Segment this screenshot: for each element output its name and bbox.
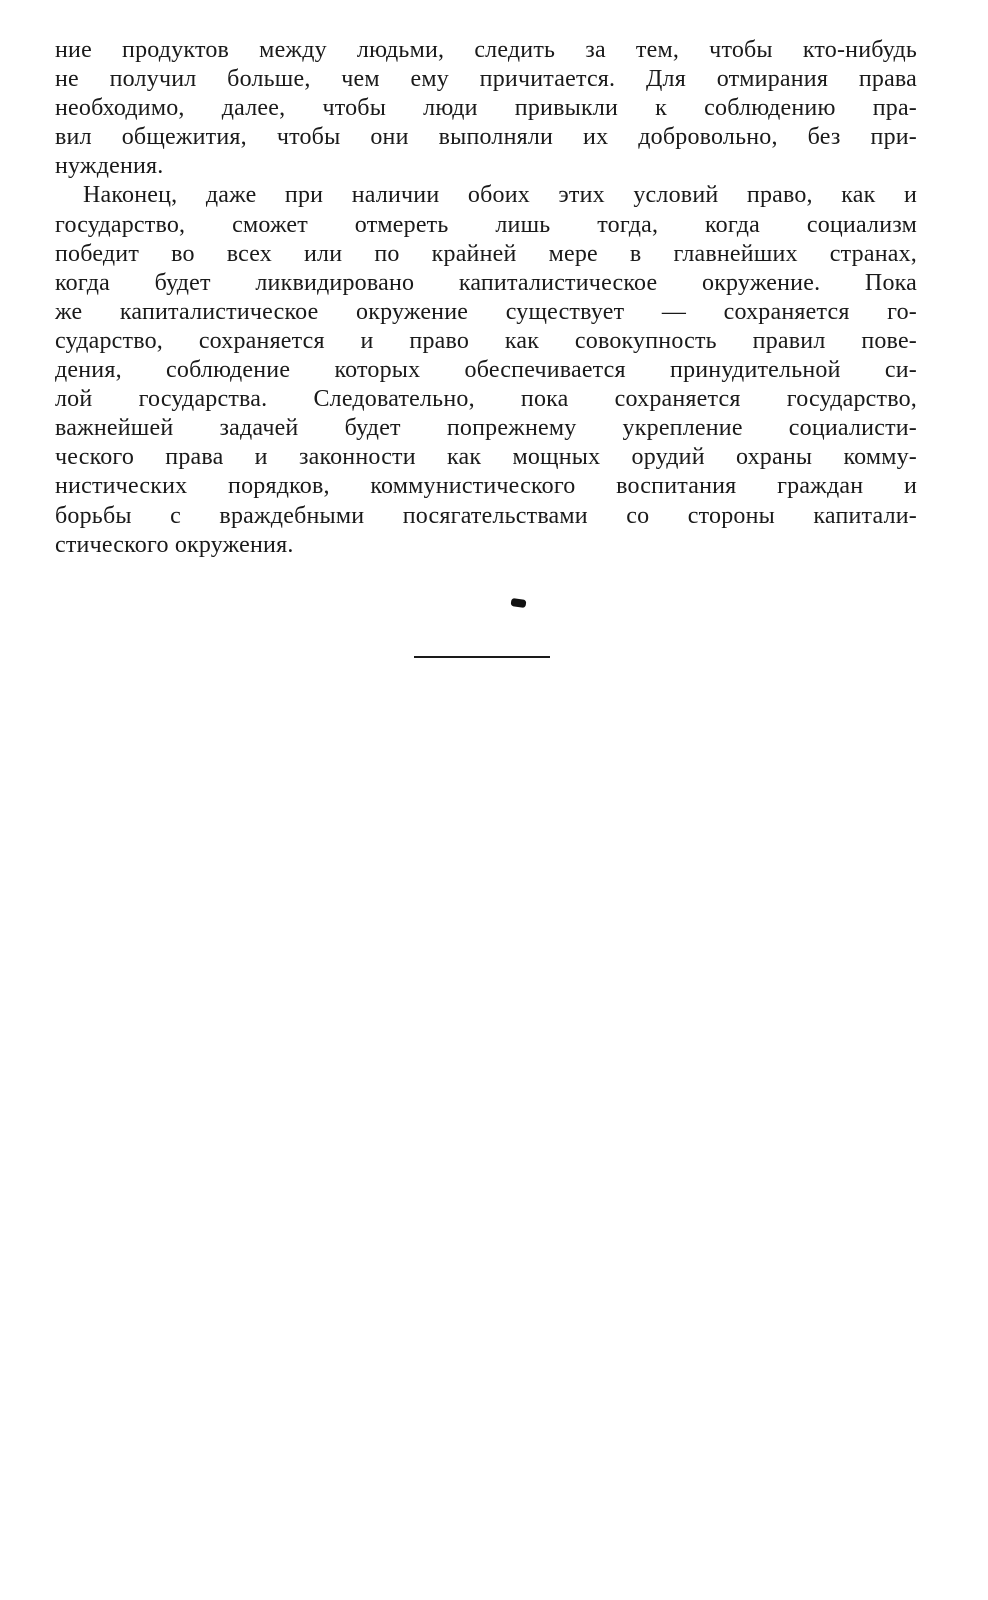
- text-line: важнейшей задачей будет попрежнему укрепление социалисти-: [55, 415, 917, 442]
- text-line: Наконец, даже при наличии обоих этих условий право, как и: [83, 182, 917, 209]
- text-line: стического окружения.: [55, 531, 294, 558]
- paragraph-2: [55, 181, 917, 559]
- text-line: необходимо, далее, чтобы люди привыкли к соблюдению пра-: [55, 95, 917, 122]
- text-line: ние продуктов между людьми, следить за тем, чтобы кто-нибудь: [55, 37, 917, 63]
- body-text: [55, 36, 917, 560]
- text-line: дения, соблюдение которых обеспечивается принудительной си-: [55, 357, 917, 384]
- section-end-rule: [414, 656, 550, 658]
- text-line: сударство, сохраняется и право как совокупность правил пове-: [55, 327, 917, 354]
- text-line: не получил больше, чем ему причитается. Для отмирания права: [55, 66, 917, 93]
- paragraph-1: [55, 36, 917, 181]
- text-line: когда будет ликвидировано капиталистическое окружение. Пока: [55, 269, 917, 296]
- ink-mark: [511, 598, 527, 608]
- text-line: борьбы с враждебными посягательствами со стороны капитали-: [55, 502, 917, 529]
- text-line: нуждения.: [55, 153, 164, 180]
- text-line: лой государства. Следовательно, пока сохраняется государство,: [55, 386, 917, 413]
- text-line: победит во всех или по крайней мере в главнейших странах,: [55, 240, 917, 267]
- text-line: государство, сможет отмереть лишь тогда, когда социализм: [55, 211, 917, 238]
- text-line: ческого права и законности как мощных орудий охраны комму-: [55, 444, 917, 471]
- text-line: нистических порядков, коммунистического воспитания граждан и: [55, 473, 917, 500]
- text-line: вил общежития, чтобы они выполняли их добровольно, без при-: [55, 124, 917, 151]
- text-line: же капиталистическое окружение существует — сохраняется го-: [55, 298, 917, 325]
